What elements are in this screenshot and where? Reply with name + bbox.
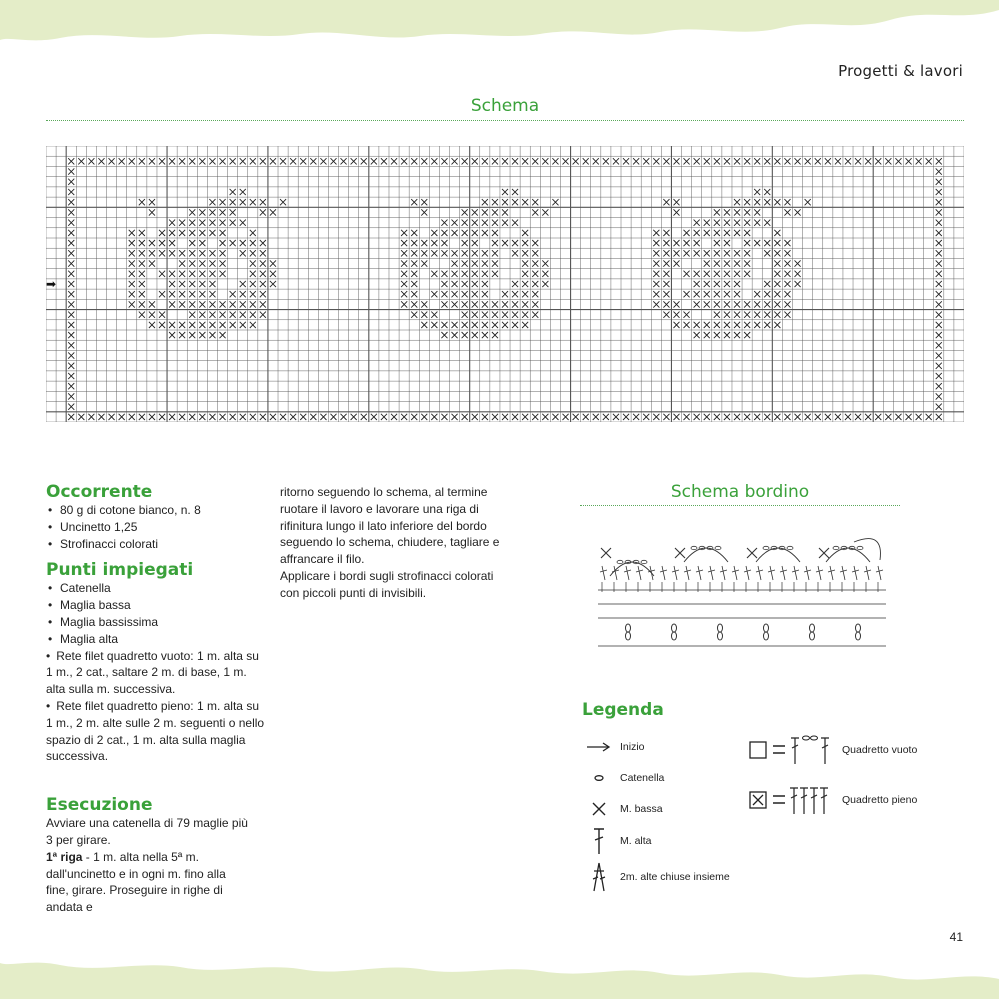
list-item: • Rete filet quadretto vuoto: 1 m. alta su 1 m., 2 cat., saltare 2 m. di base, 1 m. alta sulla m. successiva. xyxy=(46,648,266,698)
occorrente-title: Occorrente xyxy=(46,482,153,502)
chain-stitch-icon xyxy=(584,763,614,793)
bottom-wave-decoration xyxy=(0,951,999,999)
punti-list xyxy=(46,580,266,765)
list-item: • Maglia bassissima xyxy=(46,614,266,631)
esecuzione-continua: ritorno seguendo lo schema, al termine ruotare il lavoro e lavorare una riga di rifinitura lungo il lato inferiore del bordo seguendo lo schema, chiudere, tagliare e affrancare il filo. xyxy=(280,485,500,567)
decrease-stitch-icon xyxy=(584,862,614,892)
legend-label: Quadretto pieno xyxy=(842,794,918,806)
legend-label: Quadretto vuoto xyxy=(842,744,918,756)
list-item: • Strofinacci colorati xyxy=(46,536,266,553)
bordino-diagram xyxy=(592,520,892,660)
left-column xyxy=(46,482,266,916)
empty-square-icon xyxy=(748,732,844,768)
legend-label: 2m. alte chiuse insieme xyxy=(620,871,730,883)
riga-label: 1ª riga xyxy=(46,849,83,864)
list-item: • Rete filet quadretto pieno: 1 m. alta su 1 m., 2 m. alte sulle 2 m. seguenti o nello spazio di 2 cat., 1 m. alta sulla maglia successiva. xyxy=(46,698,266,765)
top-wave-decoration xyxy=(0,0,999,50)
section-header: Progetti & lavori xyxy=(838,62,963,80)
list-item: • 80 g di cotone bianco, n. 8 xyxy=(46,502,266,519)
start-arrow-icon: ➡ xyxy=(46,277,57,291)
double-crochet-icon xyxy=(584,826,614,856)
list-item: • Maglia bassa xyxy=(46,597,266,614)
middle-column xyxy=(280,484,505,602)
esecuzione-title: Esecuzione xyxy=(46,795,153,816)
legend-quadretto-pieno xyxy=(748,782,917,818)
legend-chiuse xyxy=(584,862,730,892)
esecuzione-riga xyxy=(46,849,251,916)
page-number: 41 xyxy=(949,930,963,944)
list-item: • Maglia alta xyxy=(46,631,266,648)
esecuzione-intro: Avviare una catenella di 79 maglie più 3 per girare. xyxy=(46,816,248,847)
schema-title: Schema xyxy=(470,96,540,116)
bordino-title: Schema bordino xyxy=(670,482,810,502)
filet-chart xyxy=(46,146,964,422)
legend-m-alta xyxy=(584,826,652,856)
legend-label: M. bassa xyxy=(620,803,663,815)
legend-inizio xyxy=(584,732,645,762)
riga-text: - 1 m. alta nella 5ª m. dall'uncinetto e in ogni m. fino alla fine, girare. Proseguire in righe di andata e xyxy=(46,849,226,915)
occorrente-list xyxy=(46,502,266,552)
bordino-divider xyxy=(580,505,900,506)
list-item: • Catenella xyxy=(46,580,266,597)
legend-catenella xyxy=(584,763,664,793)
filled-square-icon xyxy=(748,782,844,818)
legend-m-bassa xyxy=(584,794,663,824)
legenda-title: Legenda xyxy=(582,700,664,720)
single-crochet-icon xyxy=(584,794,614,824)
punti-title: Punti impiegati xyxy=(46,560,194,581)
schema-divider xyxy=(46,120,964,121)
list-item: • Uncinetto 1,25 xyxy=(46,519,266,536)
legend-label: Inizio xyxy=(620,741,645,753)
legend-label: M. alta xyxy=(620,835,652,847)
legend-quadretto-vuoto xyxy=(748,732,917,768)
esecuzione-applica: Applicare i bordi sugli strofinacci colorati con piccoli punti di invisibili. xyxy=(280,568,494,600)
arrow-right-icon xyxy=(584,732,614,762)
legend-label: Catenella xyxy=(620,772,665,784)
